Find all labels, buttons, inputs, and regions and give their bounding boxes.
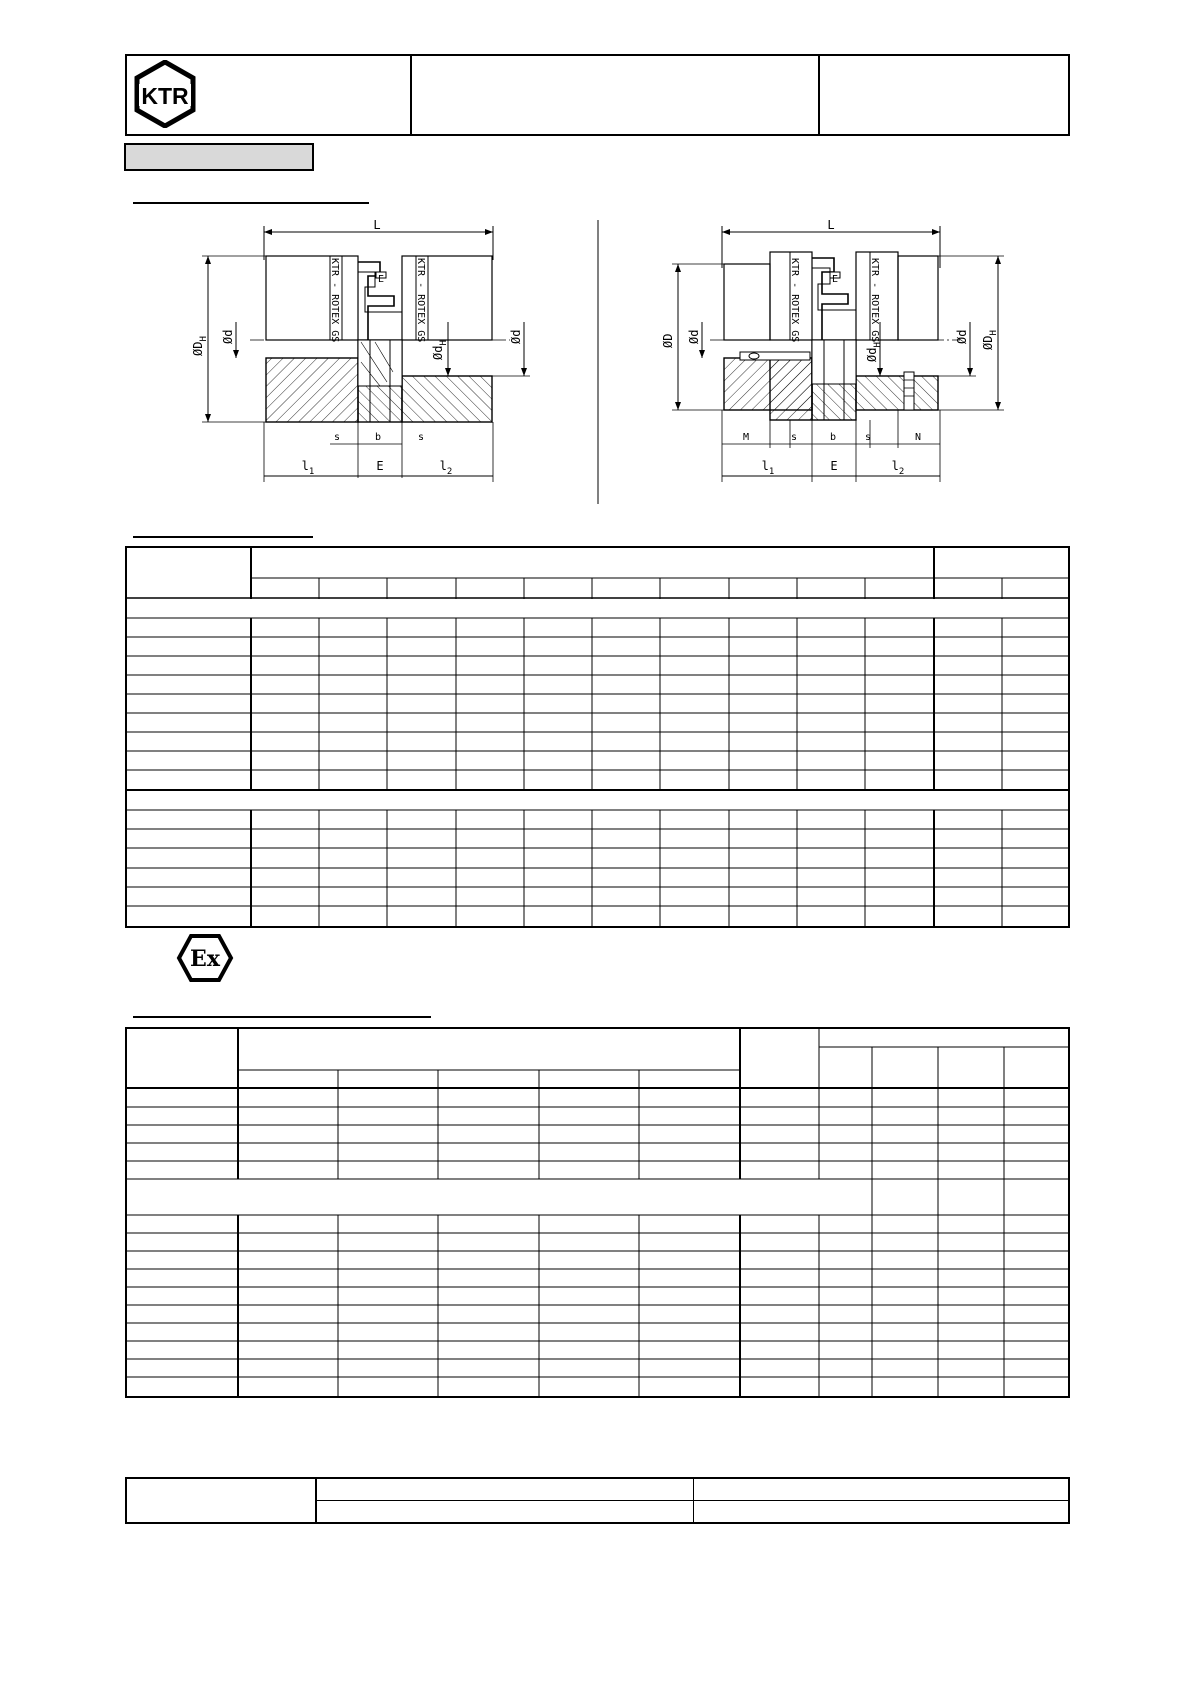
label-D-right: ØD — [661, 333, 675, 348]
document-type-bar — [124, 143, 314, 171]
label-E-top-right: E — [831, 274, 839, 285]
logo-text: KTR — [141, 83, 189, 109]
label-b: b — [374, 432, 382, 443]
label-E-top: E — [377, 274, 385, 285]
label-l2-right-main: l — [891, 459, 899, 473]
label-DH-right-sub: H — [989, 330, 999, 336]
label-l1-right-main: l — [761, 459, 769, 473]
hub-text-1: KTR - ROTEX GS — [329, 258, 340, 343]
label-DH-right-main: ØD — [981, 335, 995, 350]
label-DH-main: ØD — [191, 341, 205, 356]
section-rule-table-2 — [133, 1016, 431, 1018]
label-s2-right: s — [864, 432, 872, 443]
label-E: E — [376, 459, 384, 473]
label-l2 — [440, 459, 453, 477]
title-block — [125, 54, 1070, 136]
label-d-left-right: Ød — [687, 329, 701, 344]
label-d-right-right: Ød — [955, 329, 969, 344]
atex-ex-icon — [176, 933, 234, 983]
title-block-divider-2 — [818, 56, 820, 134]
label-l2-right-sub: 2 — [898, 467, 905, 477]
label-l2-right — [892, 459, 905, 477]
hub-text-right-1: KTR - ROTEX GS — [789, 258, 800, 343]
label-b-right: b — [829, 432, 837, 443]
label-L: L — [373, 218, 381, 232]
technical-drawing — [180, 212, 1020, 512]
title-cell — [417, 66, 807, 126]
label-DH-sub: H — [199, 336, 209, 342]
drawing-left — [191, 218, 530, 482]
hub-text-right-2: KTR - ROTEX GS — [869, 258, 880, 343]
label-s2: s — [417, 432, 425, 443]
label-d-right: Ød — [509, 329, 523, 344]
label-l2-main: l — [439, 459, 447, 473]
label-L-right: L — [827, 218, 835, 232]
title-block-divider-1 — [410, 56, 412, 134]
label-l1-sub: 1 — [308, 467, 315, 477]
label-dH-right-sub: H — [873, 342, 883, 348]
label-l1-right-sub: 1 — [768, 467, 775, 477]
dimension-table-1 — [125, 546, 1070, 928]
label-dH-sub: H — [439, 340, 449, 346]
drawing-right — [661, 218, 1004, 482]
footer-block — [125, 1477, 1070, 1524]
label-N: N — [914, 432, 922, 443]
label-M: M — [742, 432, 750, 443]
label-dH-right-main: Ød — [865, 347, 879, 362]
label-DH-left — [191, 336, 209, 356]
ex-mark-text: Ex — [190, 946, 220, 972]
label-l2-sub: 2 — [446, 467, 453, 477]
ktr-logo — [131, 60, 199, 128]
footer-divider-h — [317, 1500, 1068, 1501]
label-s1-right: s — [790, 432, 798, 443]
section-rule-table-1 — [133, 536, 313, 538]
label-l1-main: l — [301, 459, 309, 473]
section-rule-drawings — [133, 202, 369, 204]
label-E-right: E — [830, 459, 838, 473]
hub-text-2: KTR - ROTEX GS — [415, 258, 426, 343]
label-s1: s — [333, 432, 341, 443]
dimension-table-2 — [125, 1027, 1070, 1398]
label-d-left: Ød — [221, 329, 235, 344]
number-cell — [827, 66, 1057, 126]
label-dH-left — [431, 340, 449, 360]
label-DH-right — [981, 330, 999, 350]
label-l1-right — [762, 459, 775, 477]
label-l1 — [302, 459, 315, 477]
label-dH-main: Ød — [431, 345, 445, 360]
